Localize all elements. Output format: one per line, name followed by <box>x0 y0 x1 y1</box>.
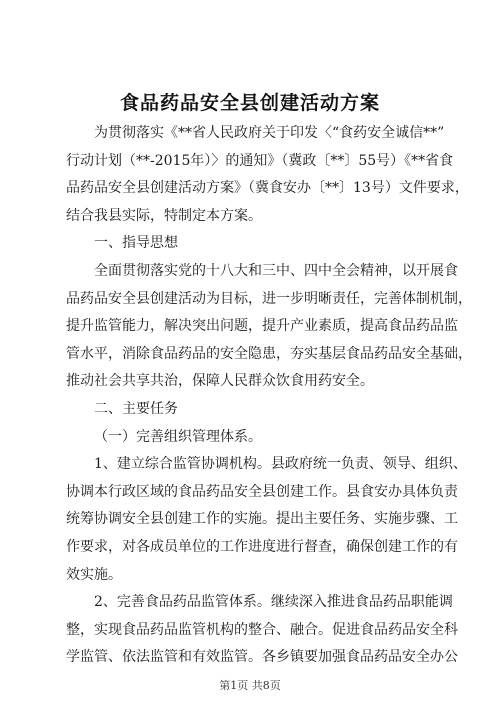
item1-line: 1、建立综合监管协调机构。县政府统一负责、领导、组织、 <box>94 456 467 473</box>
intro-line: 品药品安全县创建活动方案》（冀食安办〔**〕13号）文件要求， <box>66 180 469 197</box>
intro-line: 结合我县实际，特制定本方案。 <box>66 207 262 224</box>
item2-line: 整，实现食品药品监管机构的整合、融合。促进食品药品安全科 <box>66 621 458 638</box>
section1-line: 全面贯彻落实党的十八大和三中、四中全会精神，以开展食 <box>94 262 458 279</box>
intro-line: 为贯彻落实《**省人民政府关于印发〈“食药安全诚信**” <box>94 125 445 141</box>
section-heading-main-tasks: 二、主要任务 <box>94 400 178 417</box>
document-body <box>66 120 472 672</box>
item1-line: 统筹协调安全县创建工作的实施。提出主要任务、实施步骤、工 <box>66 511 458 528</box>
item1-line: 效实施。 <box>66 566 122 583</box>
subsection-heading: （一）完善组织管理体系。 <box>94 428 262 445</box>
item2-line: 2、完善食品药品监管体系。继续深入推进食品药品职能调 <box>94 594 453 611</box>
section-heading-guiding-thought: 一、指导思想 <box>94 235 178 252</box>
section1-line: 提升监管能力，解决突出问题，提升产业素质，提高食品药品监 <box>66 318 458 335</box>
section1-line: 品药品安全县创建活动为目标，进一步明晰责任，完善体制机制， <box>66 290 472 307</box>
item2-line: 学监管、依法监管和有效监管。各乡镇要加强食品药品安全办公 <box>66 649 458 666</box>
intro-line: 行动计划（**-2015年）〉的通知》（冀政〔**〕55号）《**省食 <box>66 152 454 169</box>
page-number-footer: 第1页 共8页 <box>219 679 281 692</box>
item1-line: 协调本行政区域的食品药品安全县创建工作。县食安办具体负责 <box>66 483 458 500</box>
document-title: 食品药品安全县创建活动方案 <box>119 92 380 114</box>
item1-line: 作要求，对各成员单位的工作进度进行督查，确保创建工作的有 <box>66 538 458 555</box>
section1-line: 推动社会共享共治，保障人民群众饮食用药安全。 <box>66 373 374 390</box>
section1-line: 管水平，消除食品药品的安全隐患，夯实基层食品药品安全基础， <box>66 345 472 362</box>
